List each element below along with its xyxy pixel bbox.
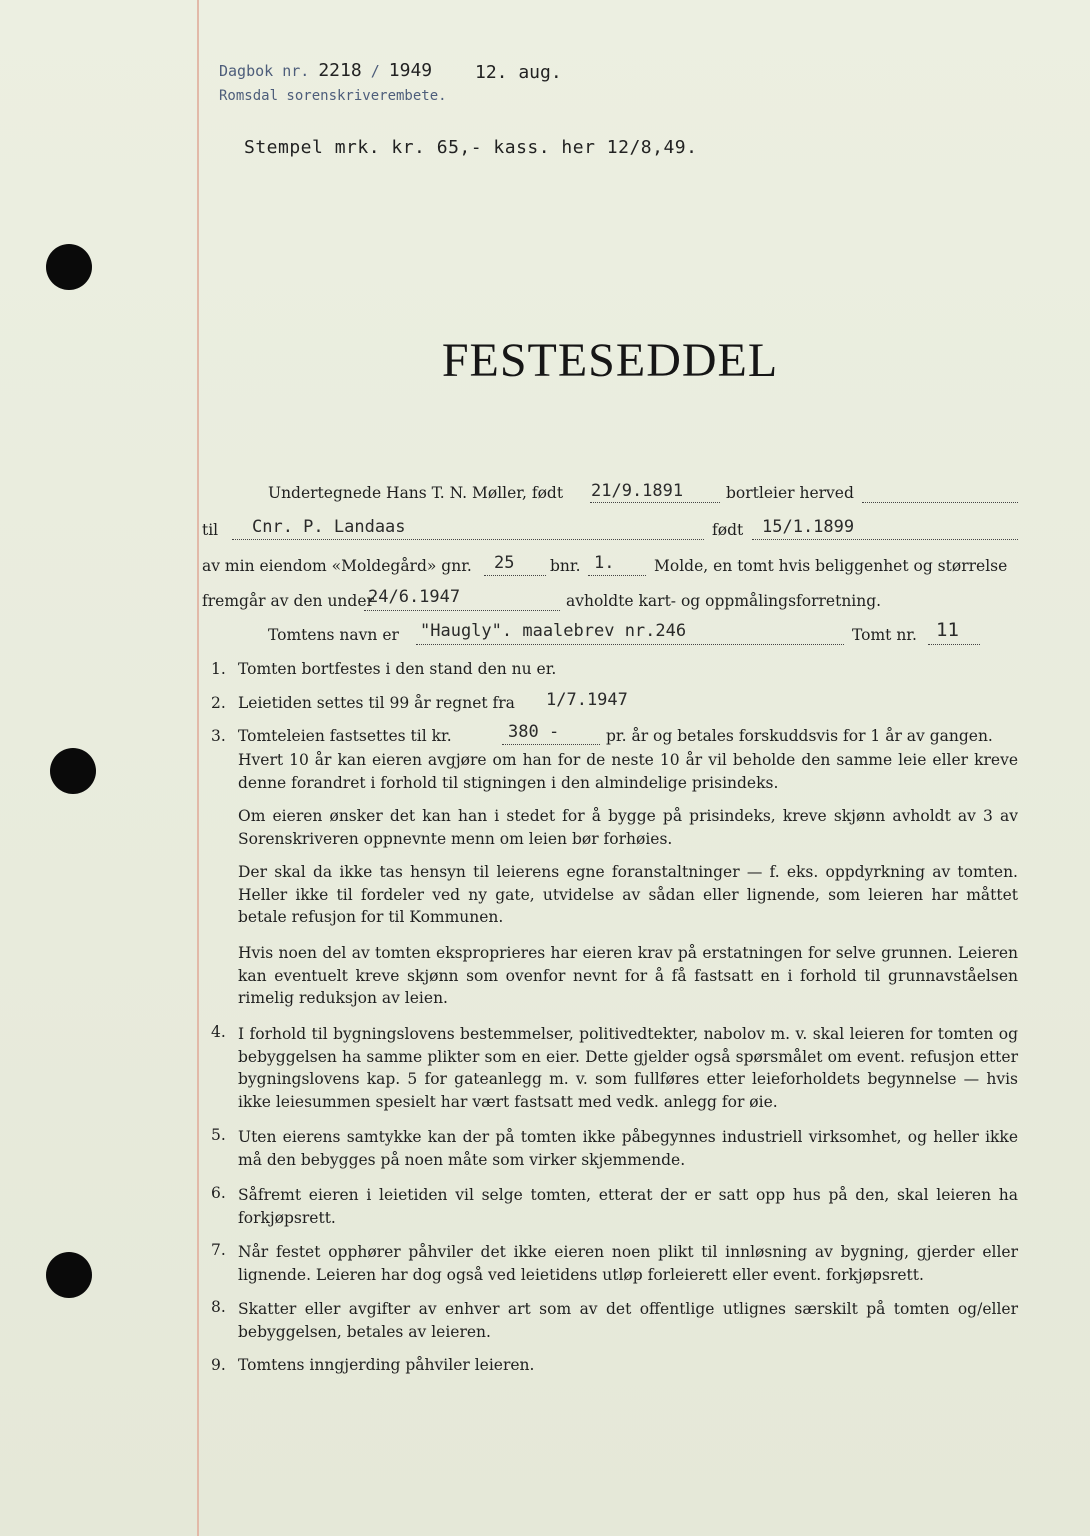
clause-9-text: Tomtens inngjerding påhviler leieren. <box>238 1356 535 1374</box>
clause-8-text: Skatter eller avgifter av enhver art som av det offentlige utlignes særskilt på tomten og/eller bebyggelsen, betales av leieren. <box>238 1300 1018 1341</box>
clause-2-number: 2. <box>211 694 226 712</box>
clause-5-text: Uten eierens samtykke kan der på tomten ikke påbegynnes industriell virksomhet, og heller ikke må den bebygges på noen måte som virker skjemmende. <box>238 1128 1018 1169</box>
clause-9-number: 9. <box>211 1356 226 1374</box>
fill-line <box>502 744 600 745</box>
annual-rent: 380 - <box>508 722 560 742</box>
survey-date: 24/6.1947 <box>368 587 461 607</box>
stamp-date: 12. aug. <box>475 62 562 83</box>
clause-7-text: Når festet opphører påhviler det ikke eieren noen plikt til innløsning av bygning, gjerder eller lignende. Leieren har dog også ved leietidens utløp forleierett eller event. forkjøpsrett. <box>238 1243 1018 1284</box>
bnr-value: 1. <box>594 553 615 573</box>
stamp-prefix: Dagbok nr. <box>219 62 310 80</box>
clause-5-number: 5. <box>211 1126 226 1144</box>
clause-3-paragraph-3: Der skal da ikke tas hensyn til leierens egne foranstaltninger — f. eks. oppdyrkning av tomten. Heller ikke til fordeler ved ny gate, utvidelse av sådan eller lignende, som leieren har måttet betale refusjon for til Kommunen. <box>238 863 1018 926</box>
gnr-value: 25 <box>494 553 515 573</box>
lessee-birthdate: 15/1.1899 <box>762 517 855 537</box>
form-line-1-text-a: Undertegnede Hans T. N. Møller, født <box>268 484 564 502</box>
form-line-1-text-b: bortleier herved <box>726 484 854 502</box>
clause-6-text: Såfremt eieren i leietiden vil selge tomten, etterat der er satt opp hus på den, skal leieren ha forkjøpsrett. <box>238 1186 1018 1227</box>
margin-line <box>197 0 199 1536</box>
form-line-2-text-b: født <box>712 521 744 539</box>
stamp-year: 1949 <box>388 60 433 81</box>
document-title: FESTESEDDEL <box>441 334 779 387</box>
form-line-4-text-b: avholdte kart- og oppmålingsforretning. <box>566 592 882 610</box>
fill-line <box>588 575 646 576</box>
clause-3-text-a: Tomteleien fastsettes til kr. <box>238 727 452 745</box>
clause-3-text-c: Hvert 10 år kan eieren avgjøre om han for de neste 10 år vil beholde den samme leie eller kreve denne forandret i forhold til stigningen i den almindelige prisindeks. <box>238 751 1018 792</box>
fill-line <box>590 502 720 503</box>
clause-3-paragraph-2: Om eieren ønsker det kan han i stedet for å bygge på prisindeks, kreve skjønn avholdt av 3 av Sorenskriveren oppnevnte menn om leien bør forhøies. <box>238 807 1018 848</box>
form-line-2-text-a: til <box>202 521 219 539</box>
form-line-5-text-a: Tomtens navn er <box>268 626 399 644</box>
fill-line <box>752 539 1018 540</box>
clause-6-number: 6. <box>211 1184 226 1202</box>
registry-stamp: Dagbok nr. 2218 / 1949 <box>219 60 433 81</box>
clause-1-number: 1. <box>211 660 226 678</box>
fill-line <box>928 644 980 645</box>
stempel-line: Stempel mrk. kr. 65,- kass. her 12/8,49. <box>244 137 698 158</box>
fill-line <box>484 575 546 576</box>
stamp-number: 2218 <box>318 60 362 81</box>
clause-1-text: Tomten bortfestes i den stand den nu er. <box>238 660 557 678</box>
punch-hole <box>50 748 96 794</box>
clause-3-number: 3. <box>211 727 226 745</box>
lease-start-date: 1/7.1947 <box>546 690 628 710</box>
form-line-3-text-a: av min eiendom «Moldegård» gnr. <box>202 557 472 575</box>
lot-number: 11 <box>936 619 959 641</box>
fill-line <box>862 502 1018 503</box>
form-line-4-text-a: fremgår av den under <box>202 592 374 610</box>
clause-3-paragraph-4: Hvis noen del av tomten eksproprieres har eieren krav på erstatningen for selve grunnen. Leieren kan eventuelt kreve skjønn som ovenfor nevnt for å få fastsatt en i forhold til grunnavståelsen rimelig reduksjon av leien. <box>238 944 1018 1007</box>
fill-line <box>364 610 560 611</box>
punch-hole <box>46 1252 92 1298</box>
fill-line <box>416 644 844 645</box>
stamp-office: Romsdal sorenskriverembete. <box>219 88 447 104</box>
clause-4-number: 4. <box>211 1023 226 1041</box>
form-line-3-text-c: Molde, en tomt hvis beliggenhet og størrelse <box>654 557 1008 575</box>
clause-2-text: Leietiden settes til 99 år regnet fra <box>238 694 515 712</box>
lessor-birthdate: 21/9.1891 <box>591 481 684 501</box>
form-line-5-text-b: Tomt nr. <box>852 626 917 644</box>
lot-name: "Haugly". maalebrev nr.246 <box>420 621 687 641</box>
clause-3-text-b: pr. år og betales forskuddsvis for 1 år av gangen. <box>606 727 993 745</box>
clause-8-number: 8. <box>211 1298 226 1316</box>
clause-7-number: 7. <box>211 1241 226 1259</box>
lessee-name: Cnr. P. Landaas <box>252 517 406 537</box>
clause-4-text: I forhold til bygningslovens bestemmelser, politivedtekter, nabolov m. v. skal leieren for tomten og bebyggelsen ha samme plikter som en eier. Dette gjelder også spørsmålet om event. refusjon etter bygningslovens kap. 5 for gateanlegg m. v. som fullføres etter leieforholdets begynnelse — hvis ikke leiesummen spesielt har vært fastsatt med vedk. anlegg for øie. <box>238 1025 1018 1111</box>
fill-line <box>232 539 704 540</box>
punch-hole <box>46 244 92 290</box>
form-line-3-text-b: bnr. <box>550 557 581 575</box>
